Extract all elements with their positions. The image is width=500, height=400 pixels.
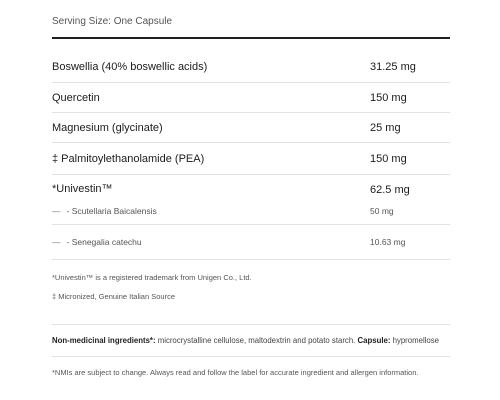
non-medicinal-text: microcrystalline cellulose, maltodextrin and potato starch. <box>155 336 358 345</box>
capsule-text: hypromellose <box>390 336 439 345</box>
ingredient-name: Magnesium (glycinate) <box>52 122 163 134</box>
sub-ingredient-name: - Senegalia catechu <box>66 237 142 247</box>
dash-marker: — <box>52 237 61 247</box>
sub-ingredient-row <box>52 225 450 260</box>
ingredient-row <box>52 42 450 83</box>
ingredient-amount: 25 mg <box>370 122 401 134</box>
ingredient-amount: 31.25 mg <box>370 61 416 73</box>
ingredient-name: ‡ Palmitoylethanolamide (PEA) <box>52 153 205 165</box>
sub-ingredient-row <box>52 197 450 225</box>
sub-ingredient-name: - Scutellaria Baicalensis <box>66 206 157 216</box>
section-divider <box>52 324 450 325</box>
section-divider <box>52 356 450 357</box>
dash-marker: — <box>52 206 61 216</box>
non-medicinal-label: Non-medicinal ingredients*: <box>52 336 156 345</box>
capsule-label: Capsule: <box>357 336 391 345</box>
non-medicinal-ingredients <box>52 336 439 345</box>
ingredient-name: *Univestin™ <box>52 183 113 195</box>
ingredient-amount: 62.5 mg <box>370 184 410 196</box>
ingredient-row <box>52 175 450 197</box>
ingredient-name: Boswellia (40% boswellic acids) <box>52 61 208 73</box>
nmi-disclaimer: *NMIs are subject to change. Always read and follow the label for accurate ingredient and allergen information. <box>52 368 419 377</box>
ingredient-amount: 150 mg <box>370 92 407 104</box>
footnote-micronized: ‡ Micronized, Genuine Italian Source <box>52 292 175 301</box>
header-rule <box>52 37 450 39</box>
ingredient-row <box>52 83 450 113</box>
sub-ingredient-amount: 10.63 mg <box>370 237 406 247</box>
ingredient-name: Quercetin <box>52 92 100 104</box>
ingredient-row <box>52 143 450 175</box>
sub-ingredient-amount: 50 mg <box>370 206 394 216</box>
ingredient-amount: 150 mg <box>370 153 407 165</box>
footnote-univestin: *Univestin™ is a registered trademark from Unigen Co., Ltd. <box>52 273 252 282</box>
serving-size: Serving Size: One Capsule <box>52 16 173 27</box>
ingredient-row <box>52 113 450 143</box>
